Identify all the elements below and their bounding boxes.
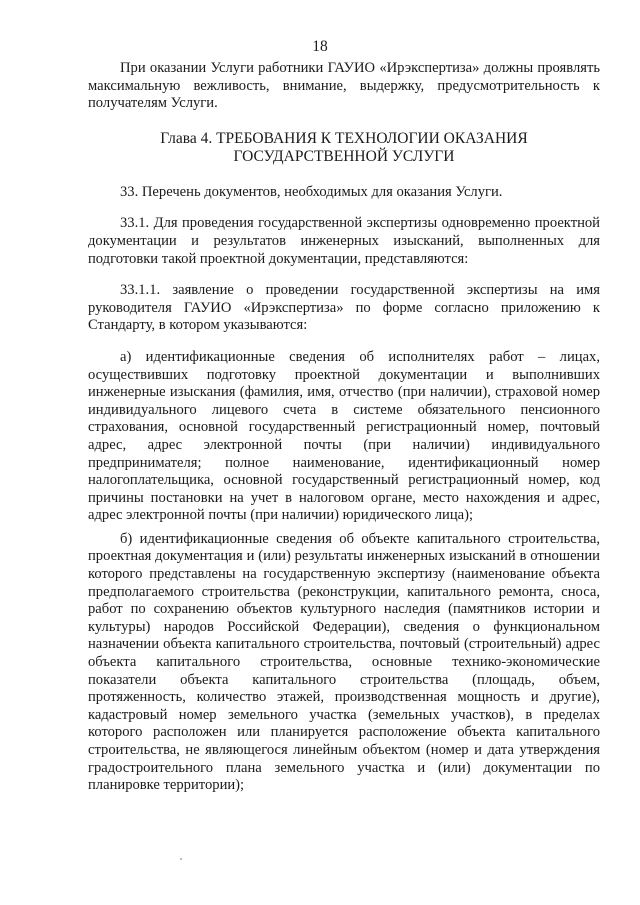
chapter-heading (88, 130, 600, 167)
scan-speck (180, 858, 182, 860)
intro-paragraph: При оказании Услуги работники ГАУИО «Ирэкспертиза» должны проявлять максимальную вежливость, внимание, выдержку, предусмотрительность к получателям Услуги. (88, 60, 600, 112)
page-number: 18 (312, 38, 328, 55)
chapter-heading-line-1: Глава 4. ТРЕБОВАНИЯ К ТЕХНОЛОГИИ ОКАЗАНИЯ (160, 129, 528, 147)
list-item-b: б) идентификационные сведения об объекте капитального строительства, проектная документация и (или) результаты инженерных изысканий в отношении которого представлены на государственную экспертизу (наименование объекта предполагаемого строительства (реконструкции, капитального ремонта, сноса, работ по сохранению объектов культурного наследия (памятников истории и культуры) народов Российской Федерации), сведения о функциональном назначении объекта капитального строительства, почтовый (строительный) адрес объекта капитального строительства, основные технико-экономические показатели объекта капитального строительства (площадь, объем, протяженность, количество этажей, производственная мощность и другие), кадастровый номер земельного участка (земельных участков), в пределах которого расположен или планируется расположение объекта капитального строительства, не являющегося линейным объектом (номер и дата утверждения градостроительного плана земельного участка и (или) документации по планировке территории); (88, 530, 600, 794)
chapter-heading-line-2: ГОСУДАРСТВЕННОЙ УСЛУГИ (233, 148, 455, 166)
paragraph-33-1: 33.1. Для проведения государственной экспертизы одновременно проектной документации и результатов инженерных изысканий, выполненных для подготовки такой проектной документации, представляются: (88, 215, 600, 267)
list-item-a: а) идентификационные сведения об исполнителях работ – лицах, осуществивших подготовку проектной документации и выполнивших инженерные изыскания (фамилия, имя, отчество (при наличии), страховой номер индивидуального лицевого счета в системе обязательного пенсионного страхования, основной государственный регистрационный номер, почтовый адрес, адрес электронной почты (при наличии) индивидуального предпринимателя; полное наименование, идентификационный номер налогоплательщика, основной государственный регистрационный номер, код причины постановки на учет в налоговом органе, место нахождения и адрес, адрес электронной почты (при наличии) юридического лица); (88, 348, 600, 524)
paragraph-33: 33. Перечень документов, необходимых для оказания Услуги. (120, 183, 503, 200)
paragraph-33-1-1: 33.1.1. заявление о проведении государственной экспертизы на имя руководителя ГАУИО «Ирэкспертиза» по форме согласно приложению к Стандарту, в котором указываются: (88, 282, 600, 334)
document-body (88, 60, 600, 801)
